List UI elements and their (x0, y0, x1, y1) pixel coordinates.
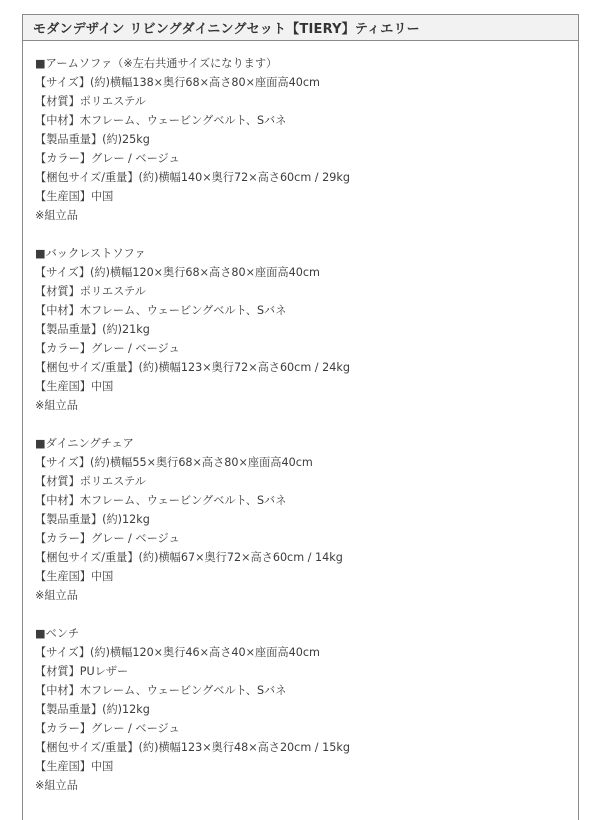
spec-line-weight: 【製品重量】(約)21kg (35, 323, 150, 336)
spec-line-weight: 【製品重量】(約)12kg (35, 513, 150, 526)
spec-line-package: 【梱包サイズ/重量】(約)横幅123×奥行48×高さ20cm / 15kg (35, 741, 350, 754)
spec-line-color: 【カラー】グレー / ベージュ (35, 152, 180, 165)
spec-line-size: 【サイズ】(約)横幅138×奥行68×高さ80×座面高40cm (35, 76, 320, 89)
spec-line-material: 【材質】ポリエステル (35, 95, 146, 108)
spec-line-assembly: ※組立品 (35, 589, 78, 602)
spec-line-color: 【カラー】グレー / ベージュ (35, 342, 180, 355)
spec-line-color: 【カラー】グレー / ベージュ (35, 722, 180, 735)
spec-line-size: 【サイズ】(約)横幅120×奥行68×高さ80×座面高40cm (35, 266, 320, 279)
spec-line-origin: 【生産国】中国 (35, 570, 114, 583)
spec-line-weight: 【製品重量】(約)25kg (35, 133, 150, 146)
spec-content (22, 40, 579, 820)
spec-line-material: 【材質】ポリエステル (35, 475, 146, 488)
spec-line-assembly: ※組立品 (35, 399, 78, 412)
spec-line-package: 【梱包サイズ/重量】(約)横幅123×奥行72×高さ60cm / 24kg (35, 361, 350, 374)
spec-line-filling: 【中材】木フレーム、ウェービングベルト、Sバネ (35, 684, 287, 697)
spec-line-filling: 【中材】木フレーム、ウェービングベルト、Sバネ (35, 494, 287, 507)
section-heading: ■ダイニングチェア (35, 437, 134, 450)
spec-line-origin: 【生産国】中国 (35, 190, 114, 203)
spec-line-origin: 【生産国】中国 (35, 380, 114, 393)
spec-line-size: 【サイズ】(約)横幅55×奥行68×高さ80×座面高40cm (35, 456, 313, 469)
page-title: モダンデザイン リビングダイニングセット【TIERY】ティエリー (22, 14, 579, 41)
spec-section-backrest-sofa (35, 244, 578, 415)
spec-line-weight: 【製品重量】(約)12kg (35, 703, 150, 716)
spec-section-arm-sofa (35, 54, 578, 225)
spec-line-package: 【梱包サイズ/重量】(約)横幅140×奥行72×高さ60cm / 29kg (35, 171, 350, 184)
section-heading: ■ベンチ (35, 627, 80, 640)
spec-line-origin: 【生産国】中国 (35, 760, 114, 773)
section-heading: ■アームソファ（※左右共通サイズになります） (35, 57, 278, 70)
spec-line-color: 【カラー】グレー / ベージュ (35, 532, 180, 545)
spec-line-filling: 【中材】木フレーム、ウェービングベルト、Sバネ (35, 114, 287, 127)
spec-line-filling: 【中材】木フレーム、ウェービングベルト、Sバネ (35, 304, 287, 317)
spec-line-package: 【梱包サイズ/重量】(約)横幅67×奥行72×高さ60cm / 14kg (35, 551, 343, 564)
spec-line-material: 【材質】PUレザー (35, 665, 129, 678)
spec-line-assembly: ※組立品 (35, 779, 78, 792)
spec-section-dining-chair (35, 434, 578, 605)
section-heading: ■バックレストソファ (35, 247, 146, 260)
spec-line-size: 【サイズ】(約)横幅120×奥行46×高さ40×座面高40cm (35, 646, 320, 659)
spec-section-bench (35, 624, 578, 795)
spec-line-material: 【材質】ポリエステル (35, 285, 146, 298)
spec-line-assembly: ※組立品 (35, 209, 78, 222)
